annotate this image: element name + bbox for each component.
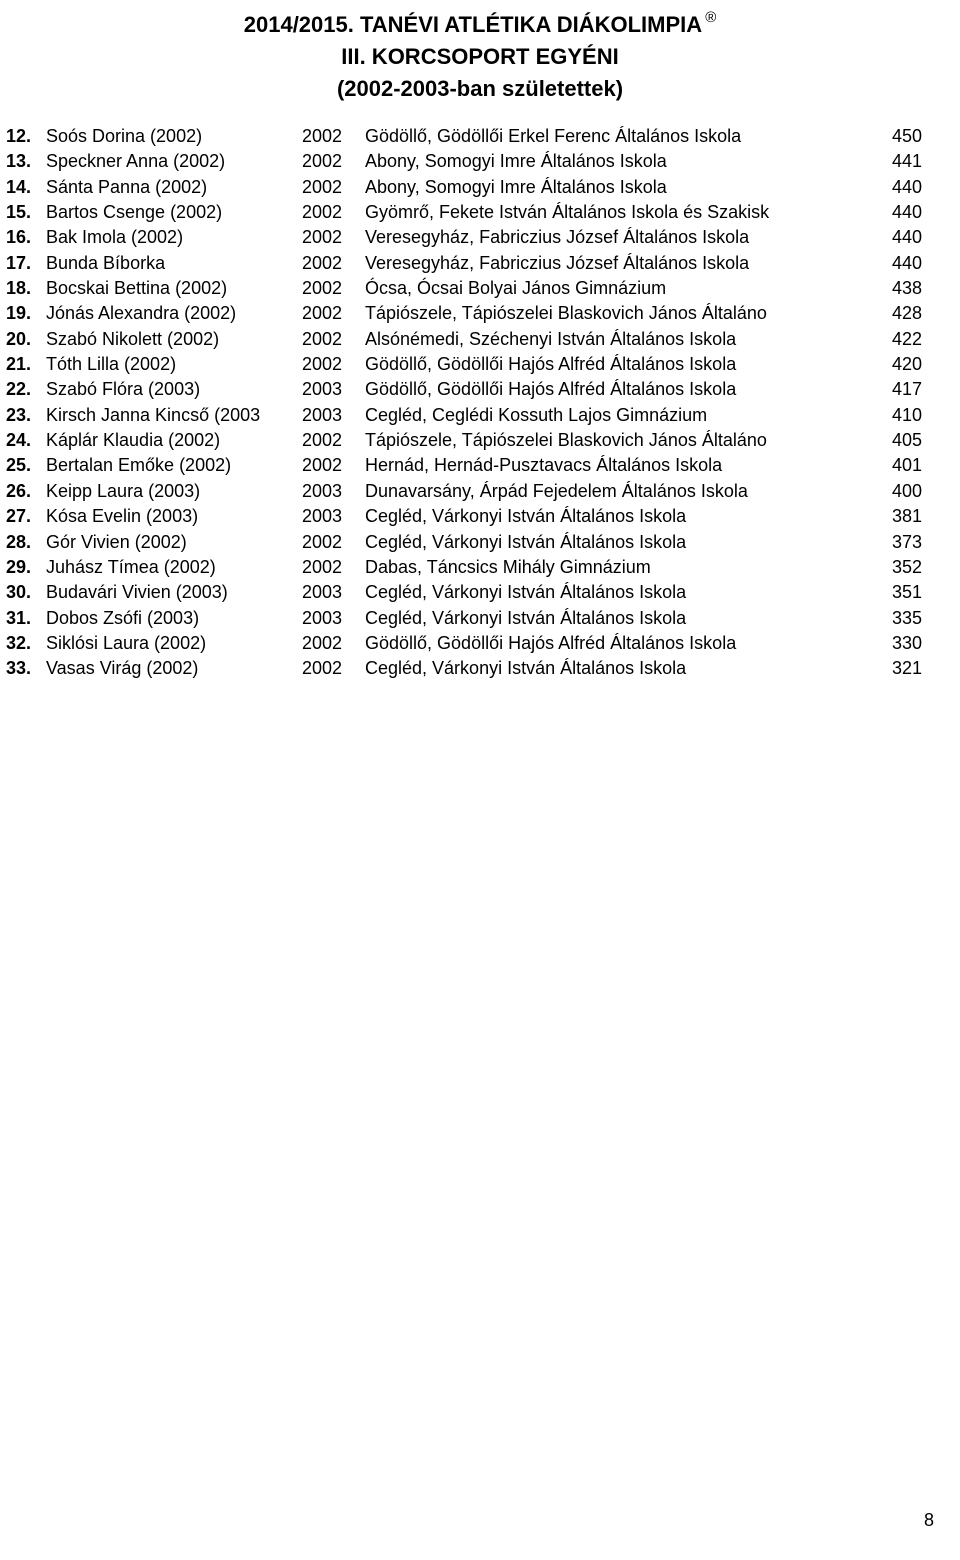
school-name: Tápiószele, Tápiószelei Blaskovich János Általáno	[365, 303, 767, 324]
athlete-name: Gór Vivien (2002)	[46, 531, 187, 552]
school-name: Gödöllő, Gödöllői Erkel Ferenc Általános Iskola	[365, 126, 742, 146]
birth-year: 2003	[302, 607, 343, 628]
school-name: Gödöllő, Gödöllői Hajós Alfréd Általános Iskola	[365, 379, 737, 400]
birth-year: 2002	[302, 303, 343, 324]
result-score: 441	[891, 151, 922, 172]
result-score: 422	[891, 328, 922, 349]
result-place: 31.	[6, 607, 32, 628]
result-place: 17.	[6, 252, 32, 273]
result-place: 22.	[6, 379, 32, 400]
school-name: Alsónémedi, Széchenyi István Általános Iskola	[365, 328, 737, 349]
school-name: Cegléd, Várkonyi István Általános Iskola	[365, 582, 687, 603]
result-score: 330	[891, 632, 922, 653]
athlete-name: Keipp Laura (2003)	[46, 480, 201, 501]
result-place: 29.	[6, 556, 32, 577]
school-name: Cegléd, Várkonyi István Általános Iskola	[365, 506, 687, 527]
result-row	[0, 580, 960, 605]
result-place: 33.	[6, 658, 32, 679]
result-row	[0, 301, 960, 326]
school-name: Gyömrő, Fekete István Általános Iskola és Szakisk	[365, 202, 770, 223]
header-title-text: 2014/2015. TANÉVI ATLÉTIKA DIÁKOLIMPIA	[243, 12, 703, 37]
result-score: 420	[891, 354, 922, 375]
result-score: 438	[891, 278, 922, 299]
result-row	[0, 124, 960, 149]
result-score: 440	[891, 176, 922, 197]
result-place: 19.	[6, 303, 32, 324]
athlete-name: Tóth Lilla (2002)	[46, 354, 177, 375]
result-row	[0, 606, 960, 631]
header-birth-years: (2002-2003-ban születettek)	[336, 76, 624, 101]
athlete-name: Jónás Alexandra (2002)	[46, 303, 237, 324]
school-name: Abony, Somogyi Imre Általános Iskola	[365, 151, 667, 172]
school-name: Dunavarsány, Árpád Fejedelem Általános Iskola	[365, 480, 748, 501]
result-score: 321	[891, 658, 922, 679]
result-score: 352	[891, 556, 922, 577]
school-name: Hernád, Hernád-Pusztavacs Általános Iskola	[365, 455, 723, 476]
results-list	[0, 124, 960, 682]
school-name: Veresegyház, Fabriczius József Általános Iskola	[365, 227, 750, 248]
header-category: III. KORCSOPORT EGYÉNI	[341, 44, 619, 69]
birth-year: 2002	[302, 278, 343, 299]
athlete-name: Juhász Tímea (2002)	[46, 556, 216, 577]
result-score: 400	[891, 480, 922, 501]
result-row	[0, 656, 960, 681]
school-name: Gödöllő, Gödöllői Hajós Alfréd Általános Iskola	[365, 354, 737, 375]
birth-year: 2002	[302, 632, 343, 653]
result-row	[0, 225, 960, 250]
result-place: 25.	[6, 455, 32, 476]
result-row	[0, 377, 960, 402]
athlete-name: Budavári Vivien (2003)	[46, 582, 228, 603]
birth-year: 2003	[302, 506, 343, 527]
result-row	[0, 530, 960, 555]
school-name: Cegléd, Várkonyi István Általános Iskola	[365, 658, 687, 679]
athlete-name: Bartos Csenge (2002)	[46, 202, 223, 223]
athlete-name: Kósa Evelin (2003)	[46, 506, 199, 527]
page-number: 8	[923, 1510, 934, 1530]
result-place: 23.	[6, 404, 32, 425]
school-name: Cegléd, Várkonyi István Általános Iskola	[365, 607, 687, 628]
school-name: Cegléd, Ceglédi Kossuth Lajos Gimnázium	[365, 404, 708, 425]
athlete-name: Vasas Virág (2002)	[46, 658, 199, 679]
birth-year: 2003	[302, 379, 343, 400]
result-place: 30.	[6, 582, 32, 603]
result-score: 405	[891, 430, 922, 451]
athlete-name: Kirsch Janna Kincső (2003	[46, 404, 261, 425]
school-name: Dabas, Táncsics Mihály Gimnázium	[365, 556, 651, 577]
school-name: Cegléd, Várkonyi István Általános Iskola	[365, 531, 687, 552]
birth-year: 2002	[302, 354, 343, 375]
birth-year: 2002	[302, 227, 343, 248]
result-score: 440	[891, 227, 922, 248]
result-place: 16.	[6, 227, 32, 248]
birth-year: 2003	[302, 582, 343, 603]
result-row	[0, 403, 960, 428]
school-name: Tápiószele, Tápiószelei Blaskovich János Általáno	[365, 430, 767, 451]
result-score: 351	[891, 582, 922, 603]
athlete-name: Bertalan Emőke (2002)	[46, 455, 232, 476]
registered-mark-icon: ®	[705, 9, 717, 26]
school-name: Ócsa, Ócsai Bolyai János Gimnázium	[365, 278, 667, 299]
result-row	[0, 251, 960, 276]
result-row	[0, 276, 960, 301]
athlete-name: Káplár Klaudia (2002)	[46, 430, 221, 451]
result-place: 24.	[6, 430, 32, 451]
birth-year: 2002	[302, 531, 343, 552]
result-place: 32.	[6, 632, 32, 653]
birth-year: 2002	[302, 126, 343, 146]
result-row	[0, 504, 960, 529]
athlete-name: Speckner Anna (2002)	[46, 151, 226, 172]
result-row	[0, 479, 960, 504]
birth-year: 2002	[302, 252, 343, 273]
result-place: 21.	[6, 354, 32, 375]
result-row	[0, 327, 960, 352]
athlete-name: Bunda Bíborka	[46, 252, 166, 273]
athlete-name: Szabó Flóra (2003)	[46, 379, 201, 400]
result-place: 20.	[6, 328, 32, 349]
result-score: 450	[891, 126, 922, 146]
birth-year: 2002	[302, 176, 343, 197]
result-row	[0, 428, 960, 453]
school-name: Veresegyház, Fabriczius József Általános Iskola	[365, 252, 750, 273]
result-score: 373	[891, 531, 922, 552]
result-score: 401	[891, 455, 922, 476]
result-score: 335	[891, 607, 922, 628]
birth-year: 2003	[302, 404, 343, 425]
birth-year: 2002	[302, 556, 343, 577]
athlete-name: Szabó Nikolett (2002)	[46, 328, 220, 349]
result-score: 440	[891, 252, 922, 273]
result-place: 15.	[6, 202, 32, 223]
result-place: 18.	[6, 278, 32, 299]
document-header	[0, 2, 960, 105]
birth-year: 2002	[302, 202, 343, 223]
athlete-name: Dobos Zsófi (2003)	[46, 607, 200, 628]
result-place: 28.	[6, 531, 32, 552]
result-place: 13.	[6, 151, 32, 172]
result-row	[0, 555, 960, 580]
birth-year: 2002	[302, 455, 343, 476]
result-place: 27.	[6, 506, 32, 527]
result-score: 417	[891, 379, 922, 400]
header-title	[0, 2, 960, 41]
birth-year: 2003	[302, 480, 343, 501]
result-score: 428	[891, 303, 922, 324]
athlete-name: Bocskai Bettina (2002)	[46, 278, 228, 299]
birth-year: 2002	[302, 658, 343, 679]
result-score: 440	[891, 202, 922, 223]
result-row	[0, 453, 960, 478]
school-name: Gödöllő, Gödöllői Hajós Alfréd Általános Iskola	[365, 632, 737, 653]
birth-year: 2002	[302, 328, 343, 349]
result-row	[0, 149, 960, 174]
athlete-name: Bak Imola (2002)	[46, 227, 184, 248]
athlete-name: Siklósi Laura (2002)	[46, 632, 207, 653]
result-row	[0, 175, 960, 200]
school-name: Abony, Somogyi Imre Általános Iskola	[365, 176, 667, 197]
birth-year: 2002	[302, 151, 343, 172]
result-score: 381	[891, 506, 922, 527]
birth-year: 2002	[302, 430, 343, 451]
athlete-name: Soós Dorina (2002)	[46, 126, 203, 146]
result-row	[0, 352, 960, 377]
athlete-name: Sánta Panna (2002)	[46, 176, 208, 197]
result-place: 12.	[6, 126, 32, 146]
result-row	[0, 631, 960, 656]
result-score: 410	[891, 404, 922, 425]
result-place: 26.	[6, 480, 32, 501]
result-row	[0, 200, 960, 225]
result-place: 14.	[6, 176, 32, 197]
